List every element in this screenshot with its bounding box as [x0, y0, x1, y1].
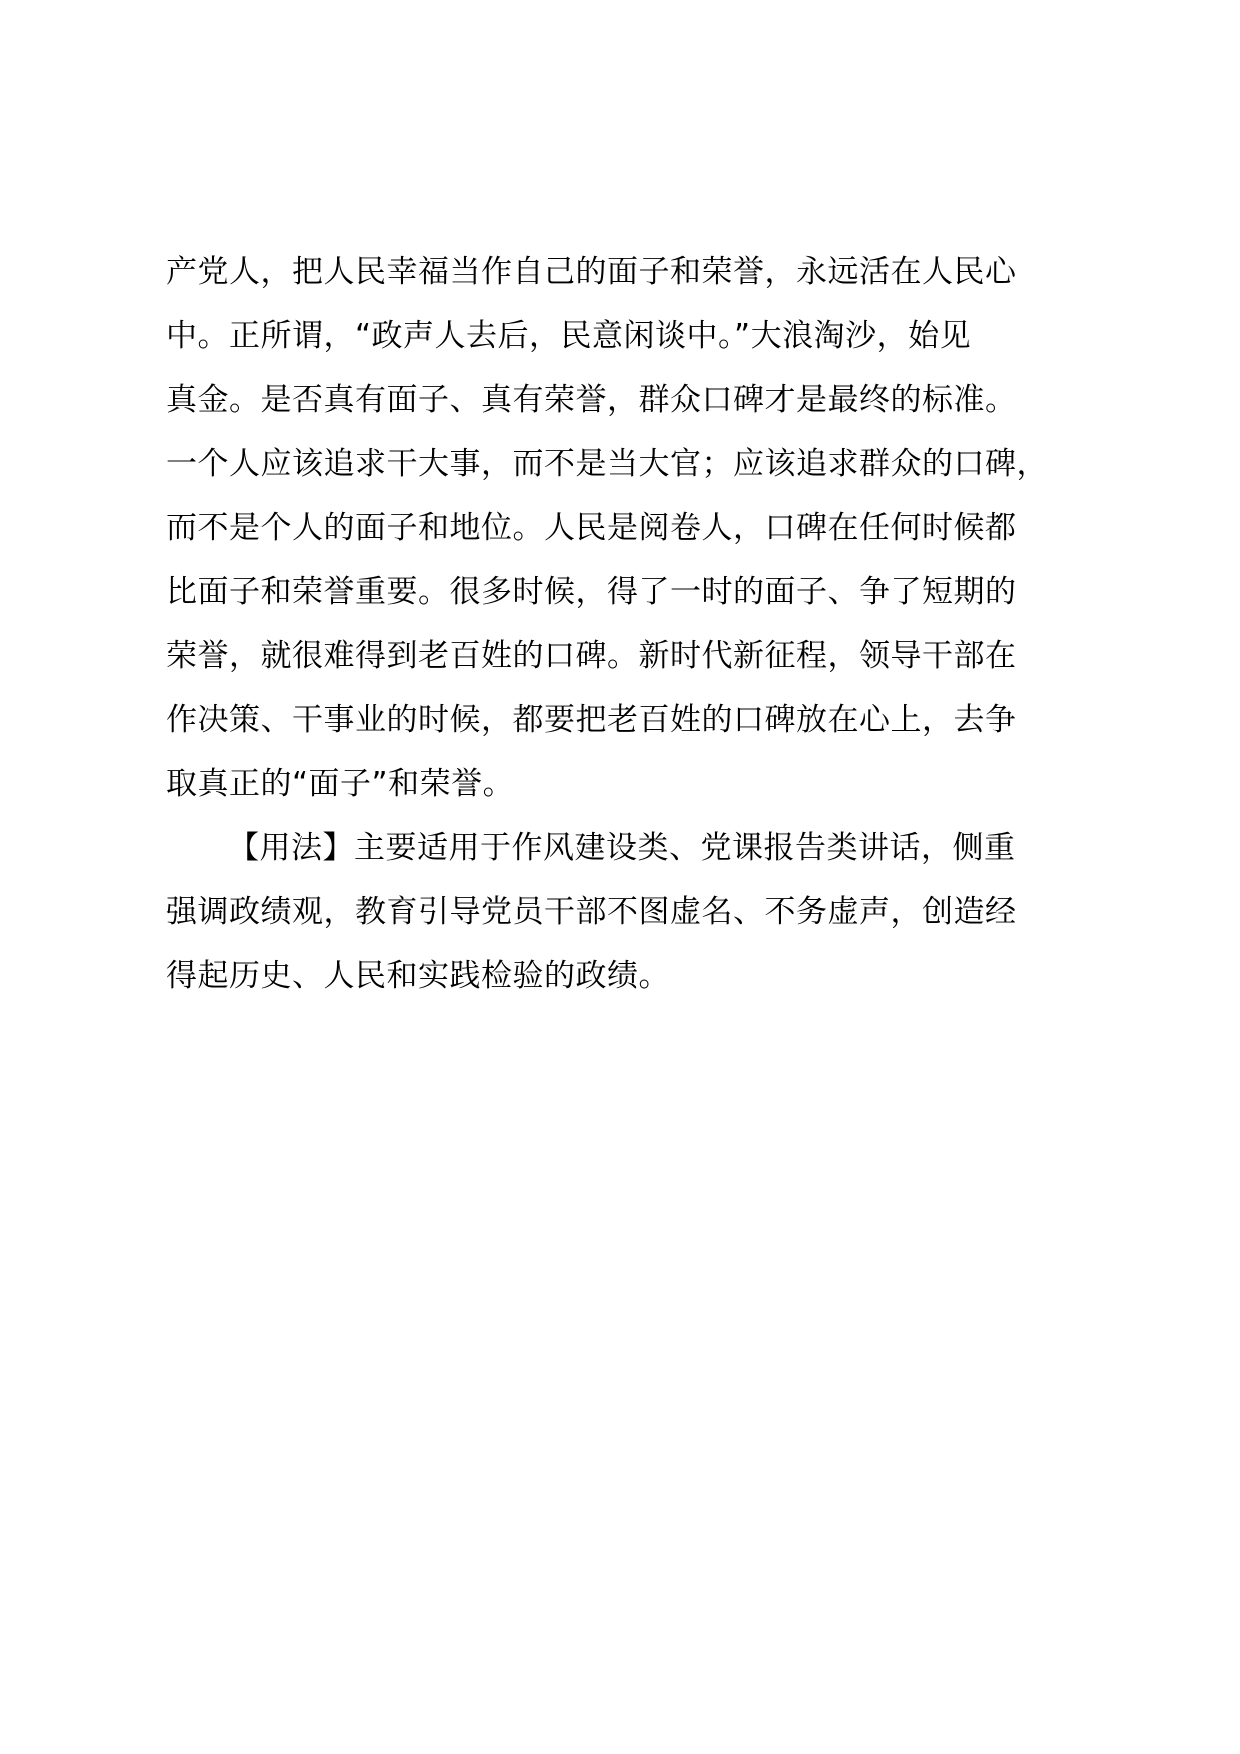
text-line: 强调政绩观，教育引导党员干部不图虚名、不务虚声，创造经: [166, 894, 1017, 930]
text-line: 荣誉，就很难得到老百姓的口碑。新时代新征程，领导干部在: [166, 638, 1017, 674]
text-line: 得起历史、人民和实践检验的政绩。: [166, 958, 670, 994]
text-line: 中。正所谓，“政声人去后，民意闲谈中。”大浪淘沙，始见: [166, 318, 972, 354]
text-line: 产党人，把人民幸福当作自己的面子和荣誉，永远活在人民心: [166, 254, 1017, 290]
text-line: 取真正的“面子”和荣誉。: [166, 766, 515, 802]
text-line: 一个人应该追求干大事，而不是当大官；应该追求群众的口碑，: [166, 446, 1048, 482]
paragraph-usage: [166, 816, 1106, 1008]
text-line: 比面子和荣誉重要。很多时候，得了一时的面子、争了短期的: [166, 574, 1017, 610]
paragraph-main: [166, 240, 1106, 816]
text-line: 真金。是否真有面子、真有荣誉，群众口碑才是最终的标准。: [166, 382, 1017, 418]
text-line: 作决策、干事业的时候，都要把老百姓的口碑放在心上，去争: [166, 702, 1017, 738]
text-line-indented: 【用法】主要适用于作风建设类、党课报告类讲话，侧重: [228, 830, 1016, 866]
text-line: 而不是个人的面子和地位。人民是阅卷人，口碑在任何时候都: [166, 510, 1017, 546]
document-body: [166, 240, 1106, 1008]
